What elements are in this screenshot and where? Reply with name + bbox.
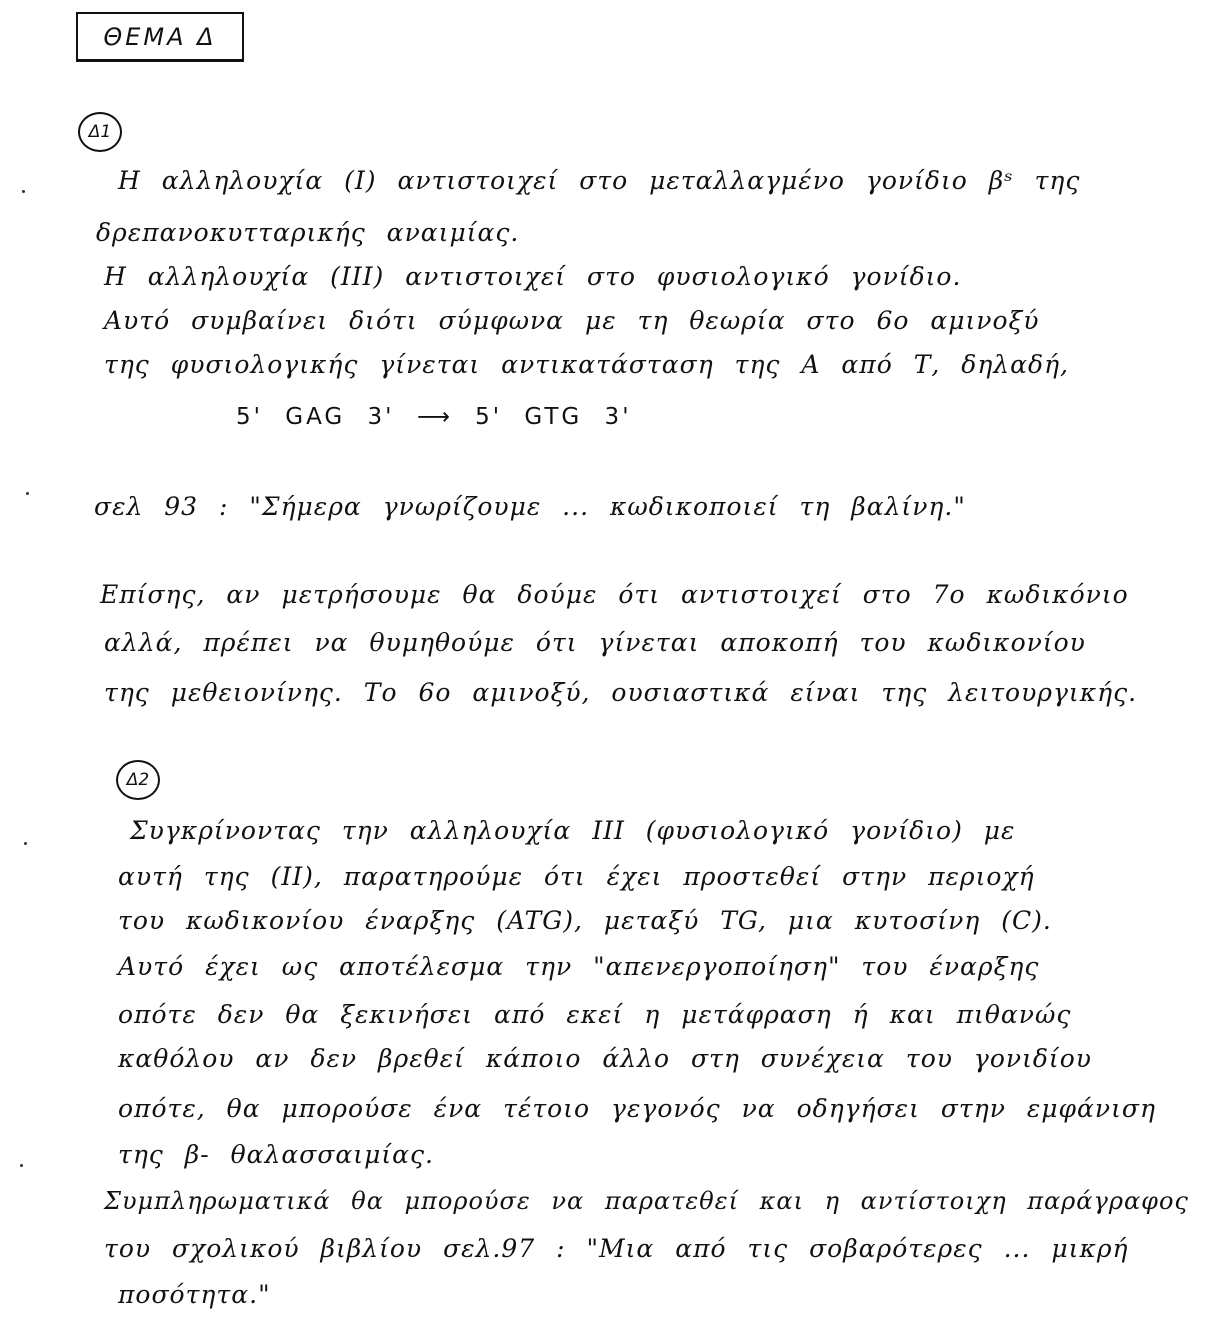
d2-line-6: καθόλου αν δεν βρεθεί κάποιο άλλο στη συνέχεια του γονιδίου bbox=[118, 1044, 1092, 1073]
d1-line-8: της μεθειονίνης. Το 6ο αμινοξύ, ουσιαστικά είναι της λειτουργικής. bbox=[104, 678, 1138, 707]
scan-speck bbox=[20, 1164, 23, 1167]
scan-speck bbox=[26, 492, 29, 495]
d1-line-3: Η αλληλουχία (ΙΙΙ) αντιστοιχεί στο φυσιολογικό γονίδιο. bbox=[104, 262, 962, 291]
d2-line-8: της β- θαλασσαιμίας. bbox=[118, 1140, 434, 1169]
d1-line-2: δρεπανοκυτταρικής αναιμίας. bbox=[96, 218, 520, 247]
d1-line-6: Επίσης, αν μετρήσουμε θα δούμε ότι αντιστοιχεί στο 7ο κωδικόνιο bbox=[100, 580, 1129, 609]
d1-line-1: Η αλληλουχία (Ι) αντιστοιχεί στο μεταλλαγμένο γονίδιο βˢ της bbox=[118, 166, 1081, 195]
d2-line-10: του σχολικού βιβλίου σελ.97 : "Μια από τις σοβαρότερες ... μικρή bbox=[104, 1234, 1129, 1263]
page-title bbox=[76, 12, 244, 62]
d2-line-5: οπότε δεν θα ξεκινήσει από εκεί η μετάφραση ή και πιθανώς bbox=[118, 1000, 1072, 1029]
d1-quote: σελ 93 : "Σήμερα γνωρίζουμε ... κωδικοποιεί τη βαλίνη." bbox=[94, 492, 966, 521]
d2-line-1: Συγκρίνοντας την αλληλουχία ΙΙΙ (φυσιολογικό γονίδιο) με bbox=[130, 816, 1016, 845]
d1-line-7: αλλά, πρέπει να θυμηθούμε ότι γίνεται αποκοπή του κωδικονίου bbox=[104, 628, 1086, 657]
d2-line-3: του κωδικονίου έναρξης (ATG), μεταξύ TG, μια κυτοσίνη (C). bbox=[118, 906, 1052, 935]
section-d1-label bbox=[78, 112, 122, 152]
d2-line-2: αυτή της (ΙΙ), παρατηρούμε ότι έχει προστεθεί στην περιοχή bbox=[118, 862, 1035, 891]
section-d1-label-text: Δ1 bbox=[88, 122, 112, 142]
d2-line-4: Αυτό έχει ως αποτέλεσμα την "απενεργοποίηση" του έναρξης bbox=[118, 952, 1040, 981]
page-title-text: ΘΕΜΑ Δ bbox=[103, 22, 217, 51]
d2-line-9: Συμπληρωματικά θα μπορούσε να παρατεθεί και η αντίστοιχη παράγραφος bbox=[104, 1187, 1189, 1215]
section-d2-label-text: Δ2 bbox=[126, 770, 150, 790]
d2-line-11: ποσότητα." bbox=[118, 1280, 271, 1309]
d1-formula: 5' GAG 3' ⟶ 5' GTG 3' bbox=[236, 404, 632, 430]
d1-line-4: Αυτό συμβαίνει διότι σύμφωνα με τη θεωρία στο 6ο αμινοξύ bbox=[104, 306, 1040, 335]
d2-line-7: οπότε, θα μπορούσε ένα τέτοιο γεγονός να οδηγήσει στην εμφάνιση bbox=[118, 1094, 1156, 1123]
d1-line-5: της φυσιολογικής γίνεται αντικατάσταση της Α από Τ, δηλαδή, bbox=[104, 350, 1069, 379]
scan-speck bbox=[24, 842, 27, 845]
section-d2-label bbox=[116, 760, 160, 800]
scan-speck bbox=[22, 190, 25, 193]
